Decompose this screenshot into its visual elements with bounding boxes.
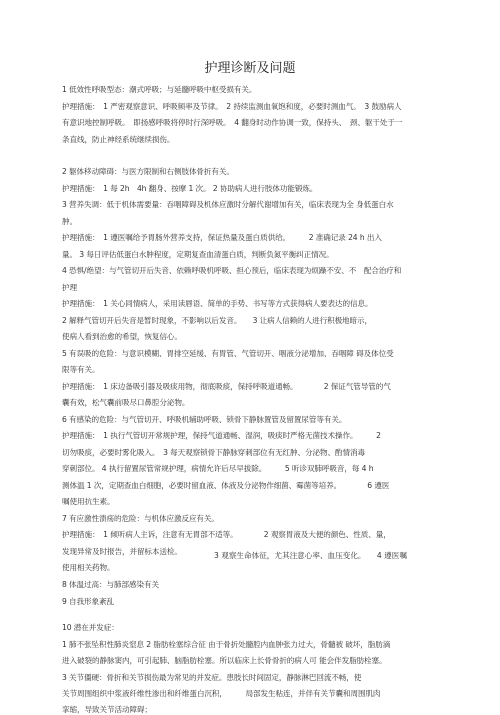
text-line: 护理措施： 1 每 2h 4h 翻身、按摩 1 次。 2 协助病人进行肢体功能锻炼。 [62,184,318,193]
text-line: 2 解释气管切开后失音是暂时现象，不影响以后发音。 3 让病人信赖的人进行积极地暗示， [62,316,373,325]
text-line: 护理 [62,283,77,292]
text-line: 发现异常及时报告，并留标本送检。 [62,547,182,556]
text-line: 使用相关药物。 [62,563,115,572]
text-line: 4 恐惧/绝望：与气管切开后失音、依赖呼吸机呼吸、担心预后，临床表现为烦躁不安、不 配合治疗和 [62,266,402,275]
text-line: 8 体温过高：与肺部感染有关 [62,580,159,589]
offset-text-line: 3 观察生命体征，尤其注意心率、血压变化。 4 遵医嘱 [214,551,407,560]
text-line: 有意识地控制呼吸。 即扬感呼吸将停时行深呼吸。 4 翻身时动作协调一致，保持头、 颈、躯干处于一 [62,118,403,127]
text-line: 6 有感染的危险：与气管切开、呼吸机辅助呼吸、锁骨下静脉置管及留置尿管等有关。 [62,415,347,424]
text-line: 关节周围组织中浆液纤维性渗出和纤维蛋白沉积， 局部发生粘连，并伴有关节囊和周围肌肉 [62,689,381,698]
text-line: 1 肺不张坠积性肺炎窒息 2 脂肪栓塞综合征 由于骨折处髓腔内血肿张力过大，骨髓被 破坏，脂肪滴 [62,640,391,649]
text-line: 护理措施： 1 关心同情病人，采用读唇语、简单的手势、书写等方式获得病人要表达的信息。 [62,299,373,308]
text-line: 嘱使用抗生素。 [62,497,115,506]
text-line: 限等有关。 [62,365,100,374]
text-line: 使病人看到治愈的希望，恢复信心。 [62,332,182,341]
text-line: 护理措施： 1 床边备吸引器及吸痰用物，彻底吸痰，保持呼吸道通畅。 2 保证气管导管的气 [62,382,391,391]
text-line: 切勿吸痰，必要时雾化吸入。 3 每天观察锁骨下静脉穿刺部位有无红肿、分泌物、酌情消毒 [62,448,365,457]
text-line: 穿刺部位。 4 执行留置尿管常规护理，病情允许后尽早拔除。 5 听诊双肺呼吸音，每 4 h [62,464,374,473]
text-line: 9 自我形象紊乱 [62,597,115,606]
text-line: 量。 3 每日评估低蛋白水肿程度，定期复查血清蛋白质，判断负氮平衡纠正情况。 [62,250,334,259]
text-line: 进入破裂的静脉窦内，可引起肺、脑脂肪栓塞。所以临床上长骨骨折的病人可 能会伴发脂肪栓塞。 [62,656,387,665]
document-title: 护理诊断及问题 [204,61,296,76]
text-line: 2 躯体移动障碍：与医方限制和右侧肢体骨折有关。 [62,167,234,176]
text-line: 7 有应激性溃疡的危险：与机体应激反应有关。 [62,514,219,523]
text-line: 10 潜在并发症： [62,623,119,632]
text-line: 3 关节僵硬：骨折和关节损伤最为常见的并发症。患肢长时间固定，静脉淋巴回流不畅，使 [62,673,362,682]
text-line: 5 有误吸的危险：与意识模糊、胃排空延缓、有胃管、气管切开、咽液分泌增加、吞咽障 碍及体位受 [62,349,394,358]
text-line: 护理措施： 1 执行气管切开常规护理，保持气道通畅、湿润，吸痰时严格无菌技术操作。 2 [62,431,381,440]
text-line: 条直线，防止神经系统继续损伤。 [62,135,175,144]
text-line: 3 营养失调：低于机体需要量：吞咽障碍及机体应激时分解代谢增加有关，临床表现为全 身低蛋白水 [62,200,394,209]
text-line: 肿。 [62,217,77,226]
text-line: 1 低效性呼吸型态：潮式呼吸；与延髓呼吸中枢受损有关。 [62,85,257,94]
text-line: 护理措施： 1 倾听病人主诉，注意有无胃部不适等。 2 观察胃液及大便的颜色、性质、量， [62,530,391,539]
text-line: 囊有效，松气囊前吸尽口鼻腔分泌物。 [62,398,190,407]
text-line: 测体温 1 次，定期查血白细胞，必要时留血液、体液及分泌物作细菌、霉菌等培养。 6 遵医 [62,481,390,490]
text-line: 护理措施： 1 严密观察意识、呼吸频率及节律。 2 持续监测血氧饱和度，必要时测血气。 3 鼓励病人 [62,102,402,111]
text-line: 挛缩，导致关节活动障碍； [62,705,152,714]
text-line: 护理措施： 1 遵医嘱给予胃肠外营养支持，保证热量及蛋白质供给。 2 准确记录 24 h 出入 [62,233,382,242]
